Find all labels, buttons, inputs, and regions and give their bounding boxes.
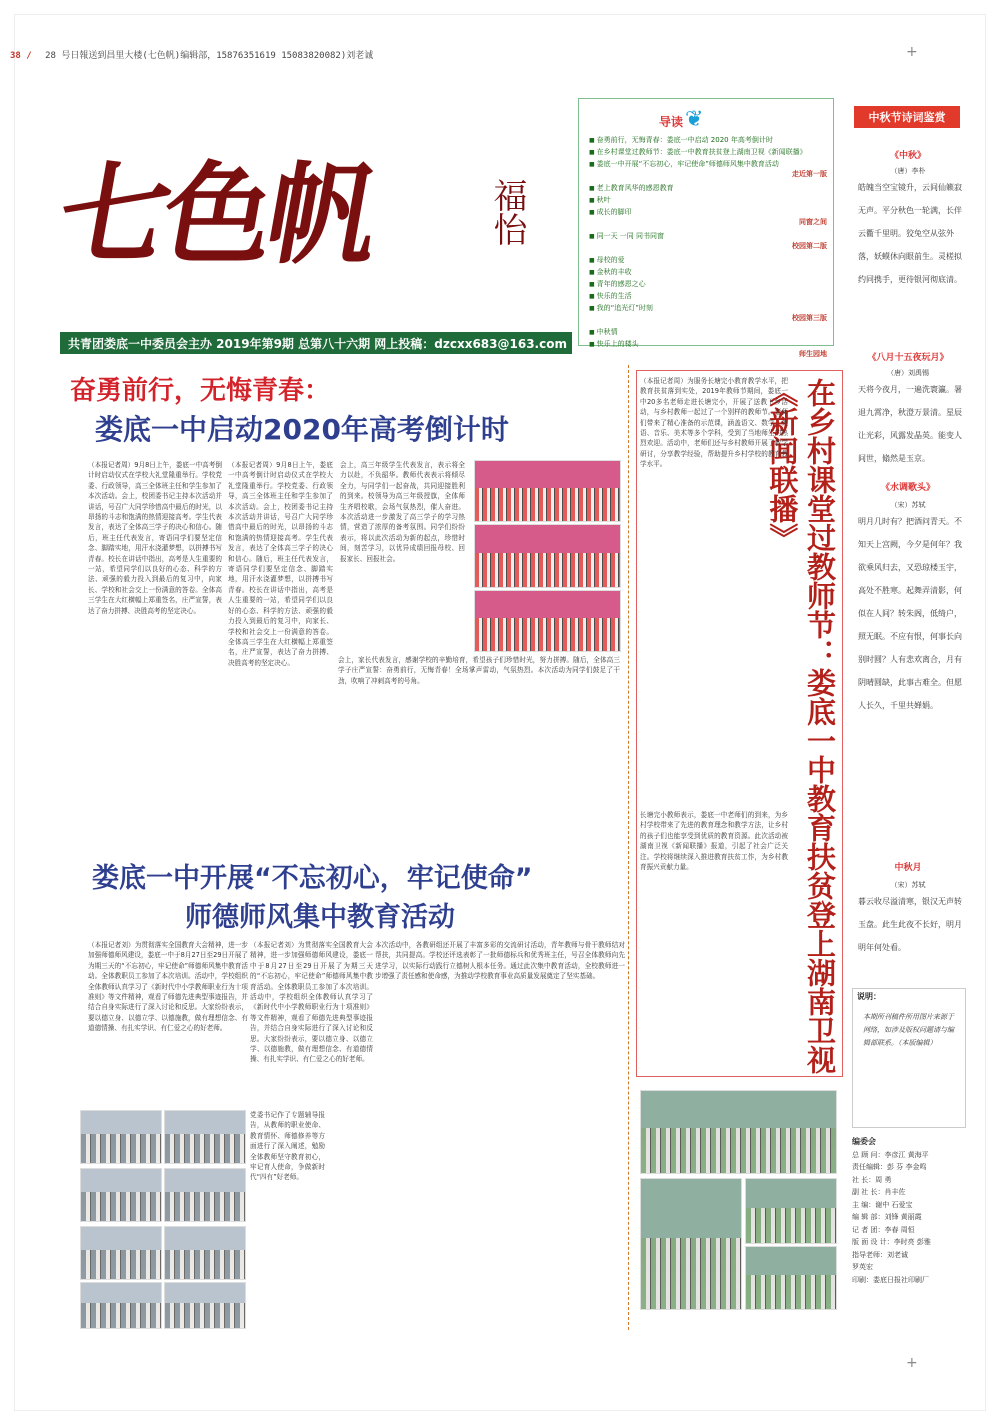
toc-item: ■ 快乐上的楼头 (589, 339, 825, 349)
article3-col1: （本报记者周）为服务长塘完小教育教学水平，把教育扶贫落到实处，2019年教师节期间，娄底一中20多名老师走进长塘完小，开展了送教下乡活动，与乡村教师一起过了一个别样的教师节。老师们带来了精心准备的示范课，涵盖语文、数学、英语、音乐、美术等多个学科，受到了当地师生的热烈欢迎。活动中，老师们还与乡村教师开展了教学研讨，分享教学经验，帮助提升乡村学校的教育教学水平。 (640, 377, 788, 469)
poem-title: 《水调歌头》 (880, 483, 935, 493)
logo-side: 福怡 (487, 178, 527, 246)
toc-title (659, 107, 703, 132)
toc-item: ■ 秋叶 (589, 195, 825, 205)
article2-headline1: 娄底一中开展“不忘初心，牢记使命” (92, 863, 533, 894)
staff-line: 编 辑 部：刘锋 黄丽霞 (852, 1213, 922, 1221)
training-photo-8 (164, 1282, 246, 1329)
staff-line: 总 顾 问：李彦江 黄海平 (852, 1150, 929, 1159)
article1-col2: （本报记者周）9月8日上午，娄底一中高考倒计时启动仪式在学校大礼堂隆重举行。学校党委、行政领导，高三全体班主任和学生参加了本次活动。会上，校团委书记主持本次活动并讲话，号召广大同学珍惜高中最后的时光，以昂扬的斗志和饱满的热情迎接高考。学生代表发言，表达了全体高三学子的决心和信心。随后，班主任代表发言，寄语同学们要坚定信念、脚踏实地，用汗水浇灌梦想，以拼搏书写青春。校长在讲话中指出，高考是人生重要的一站，希望同学们以良好的心态、科学的方法、顽强的毅力投入到最后的复习中，向家长、学校和社会交上一份满意的答卷。全体高三学生在大红横幅上郑重签名，庄严宣誓，表达了奋力拼搏、决胜高考的坚定决心。 (228, 461, 333, 667)
toc-page-label: 校园第二版 (792, 242, 827, 250)
note-text: 本期所刊稿件所用图片来源于网络，如涉及版权问题请与编辑部联系。（本版编辑） (863, 1013, 954, 1047)
article1-col1: （本报记者周）9月8日上午，娄底一中高考倒计时启动仪式在学校大礼堂隆重举行。学校党委、行政领导，高三全体班主任和学生参加了本次活动。会上，校团委书记主持本次活动并讲话，号召广大同学珍惜高中最后的时光，以昂扬的斗志和饱满的热情迎接高考。学生代表发言，表达了全体高三学子的决心和信心。随后，班主任代表发言，寄语同学们要坚定信念、脚踏实地，用汗水浇灌梦想，以拼搏书写青春。校长在讲话中指出，高考是人生重要的一站，希望同学们以良好的心态、科学的方法、顽强的毅力投入到最后的复习中，向家长、学校和社会交上一份满意的答卷。全体高三学生在大红横幅上郑重签名，庄严宣誓，表达了奋力拼搏、决胜高考的坚定决心。 (88, 461, 222, 615)
corner-mark-bottom: + (906, 1355, 918, 1371)
note-box (852, 988, 966, 1128)
staff-line: 副 社 长：肖丰佐 (852, 1188, 906, 1196)
poem-title: 《八月十五夜玩月》 (867, 353, 949, 363)
toc-item: ■ 在乡村课堂过教师节：娄底一中教育扶贫登上湖南卫视《新闻联播》 (589, 147, 825, 157)
toc-item: ■ 我的“追光灯”时刻 (589, 303, 825, 313)
article2-headline2: 师德师风集中教育活动 (185, 902, 455, 933)
article1-headline1: 奋勇前行，无悔青春： (70, 376, 331, 406)
toc-page-label: 走近第一版 (792, 170, 827, 178)
poem-author: （宋）苏轼 (890, 501, 926, 509)
staff-title: 编委会 (852, 1137, 876, 1146)
staff-line: 社 长：周 勇 (852, 1175, 892, 1184)
table-of-contents (578, 98, 834, 358)
training-photo-2 (164, 1110, 246, 1164)
poem-author: （唐）刘禹锡 (887, 369, 929, 377)
ceremony-photo-3 (474, 590, 621, 652)
village-photo-3 (745, 1178, 837, 1244)
toc-item: ■ 娄底一中开展“不忘初心，牢记使命”师德师风集中教育活动 (589, 159, 825, 169)
article2-col1: （本报记者刘）为贯彻落实全国教育大会精神，进一步加强师德师风建设，娄底一中于8月27日至29日开展了为期三天的“不忘初心，牢记使命”师德师风集中教育活动。全体教职员工参加了本次培训。活动中，学校组织全体教师认真学习了《新时代中小学教师职业行为十项准则》等文件精神，观看了师德先进典型事迹报告，并结合自身实际进行了深入讨论和反思。大家纷纷表示，要以德立身、以德立学、以德施教，做有理想信念、有道德情操、有扎实学识、有仁爱之心的好老师。 (88, 941, 248, 1033)
ceremony-photo-2 (474, 524, 621, 588)
article2-col3: （本报记者刘）为贯彻落实全国教育大会精神，进一步加强师德师风建设，娄底一中于8月27日至29日开展了为期三天的“不忘初心，牢记使命”师德师风集中教育活动。全体教职员工参加了本次培训。活动中，学校组织全体教师认真学习了《新时代中小学教师职业行为十项准则》等文件精神，观看了师德先进典型事迹报告，并结合自身实际进行了深入讨论和反思。大家纷纷表示，要以德立身、以德立学、以德施教，做有理想信念、有道德情操、有扎实学识、有仁爱之心的好老师。 (250, 941, 373, 1064)
staff-line: 印刷：娄底日报社印刷厂 (852, 1275, 929, 1284)
toc-item: ■ 母校的爱 (589, 255, 825, 265)
poem-body: 明月几时有？把酒问青天。不知天上宫阙，今夕是何年？我欲乘风归去，又恐琼楼玉宇，高处不胜寒。起舞弄清影，何似在人间？转朱阁，低绮户，照无眠。不应有恨，何事长向别时圆？人有悲欢离合，月有阴晴圆缺，此事古难全。但愿人长久，千里共婵娟。 (858, 517, 962, 710)
staff-line: 责任编辑：彭 芬 李金鸣 (852, 1163, 927, 1171)
toc-page-label: 同窗之间 (799, 218, 827, 226)
toc-title-text: 导读 (659, 115, 684, 129)
training-photo-1 (80, 1110, 162, 1164)
staff-line: 罗英宏 (852, 1263, 873, 1271)
article2-col2: 党委书记作了专题辅导报告，从教师的职业使命、教育情怀、师德修养等方面进行了深入阐述，勉励全体教师坚守教育初心，牢记育人使命，争做新时代“四有”好老师。 (250, 1111, 325, 1182)
toc-item: ■ 成长的脚印 (589, 207, 825, 217)
staff-lines (852, 1149, 964, 1287)
masthead-logo (48, 150, 560, 310)
ceremony-photo-1 (474, 460, 621, 522)
village-photo-4 (745, 1246, 837, 1310)
logo-main: 七色帆 (48, 150, 384, 279)
article2-col4: 本次活动中，各教研组还开展了丰富多彩的交流研讨活动，青年教师与骨干教师结对帮扶，共同提高。学校还评选表彰了一批师德标兵和优秀班主任，号召全体教师向先进学习，以实际行动践行立德树人根本任务。通过此次集中教育活动，全校教师进一步增强了责任感和使命感，为推动学校教育事业高质量发展奠定了坚实基础。 (375, 941, 625, 981)
training-photo-5 (80, 1226, 162, 1280)
article1-col4: 会上，家长代表发言，感谢学校的辛勤培育，希望孩子们珍惜时光，努力拼搏。随后，全体高三学子庄严宣誓：奋勇前行，无悔青春！全场掌声雷动，气氛热烈。本次活动为同学们鼓足了干劲，吹响了冲刺高考的号角。 (338, 656, 620, 685)
page-tag: 38 / (10, 51, 32, 61)
contact-line (10, 48, 373, 61)
article3-vertical-title: 在乡村课堂过教师节：娄底一中教育扶贫登上湖南卫视《新闻联播》 (765, 378, 837, 1074)
staff-line: 主 编：谢中 石爱宝 (852, 1200, 913, 1209)
village-photo-1 (640, 1090, 837, 1174)
poem-author: （宋）苏轼 (890, 881, 926, 889)
poem-body: 暮云收尽溢清寒，银汉无声转玉盘。此生此夜不长好，明月明年何处看。 (858, 897, 962, 952)
masthead-banner: 共青团娄底一中委员会主办 2019年第9期 总第八十六期 网上投稿：dzcxx683@163.com (60, 332, 572, 354)
training-photo-6 (164, 1226, 246, 1280)
toc-item: ■ 同一天 一同 同书同窗 (589, 231, 825, 241)
staff-line: 版 面 设 计：李时亮 彭雅 (852, 1238, 931, 1246)
poetry-heading: 中秋节诗词鉴赏 (854, 106, 960, 128)
poem-body: 皓魄当空宝镜升，云间仙籁寂无声。平分秋色一轮满，长伴云衢千里明。狡兔空从弦外落，妖蟆休向眼前生。灵槎拟约同携手，更待银河彻底清。 (858, 183, 962, 284)
toc-item: ■ 奋勇前行，无悔青春：娄底一中启动 2020 年高考倒计时 (589, 135, 825, 145)
article1-headline2: 娄底一中启动2020年高考倒计时 (95, 413, 509, 446)
training-photo-3 (80, 1168, 162, 1222)
editorial-board (852, 1136, 964, 1286)
note-label: 说明： (857, 992, 881, 1001)
staff-line: 指导老师：刘老诚 (852, 1250, 908, 1259)
toc-page-label: 师生园地 (799, 350, 827, 358)
poetry-panel (848, 100, 968, 1400)
bird-icon: ❦ (685, 107, 704, 132)
staff-line: 记 者 团：李春 周恒 (852, 1225, 915, 1234)
toc-item: ■ 老上教育风华的感恩教育 (589, 183, 825, 193)
corner-mark-top: + (906, 44, 918, 60)
training-photo-7 (80, 1282, 162, 1329)
article1-col3: 会上，高三年级学生代表发言，表示将全力以赴，不负韶华。教师代表表示将倾尽全力，与同学们一起奋战，共同迎接胜利的到来。校领导为高三年级授旗，全体师生齐唱校歌，会场气氛热烈，催人奋进。本次活动进一步激发了高三学子的学习热情，营造了浓厚的备考氛围。同学们纷纷表示，将以此次活动为新的起点，珍惜时间，刻苦学习，以优异成绩回报母校、回报家长、回报社会。 (340, 461, 465, 563)
village-photo-2 (640, 1178, 742, 1310)
toc-item: ■ 快乐的生活 (589, 291, 825, 301)
training-photo-4 (164, 1168, 246, 1222)
poem-title: 《中秋》 (889, 151, 926, 161)
toc-item: ■ 金秋的丰收 (589, 267, 825, 277)
article3-col2: 长塘完小教师表示，娄底一中老师们的到来，为乡村学校带来了先进的教育理念和教学方法，让乡村的孩子们也能享受到优质的教育资源。此次活动被湖南卫视《新闻联播》报道，引起了社会广泛关注。学校将继续深入推进教育扶贫工作，为乡村教育振兴贡献力量。 (640, 811, 788, 872)
toc-item: ■ 中秋情 (589, 327, 825, 337)
poem-author: （唐）李朴 (890, 167, 926, 175)
poem-title: 中秋月 (894, 863, 922, 873)
toc-page-label: 校园第三版 (792, 314, 827, 322)
column-separator (628, 365, 629, 1330)
contact-text: 28 号日報送到昌里大楼(七色帆)编辑部，15876351619 15083820082)刘老诚 (45, 51, 374, 61)
toc-item: ■ 青年的感恩之心 (589, 279, 825, 289)
poem-body: 天将今夜月，一遍洗寰瀛。暑退九霄净，秋澄万景清。星辰让光彩，风露发晶英。能变人间世，翛然是玉京。 (858, 385, 962, 463)
